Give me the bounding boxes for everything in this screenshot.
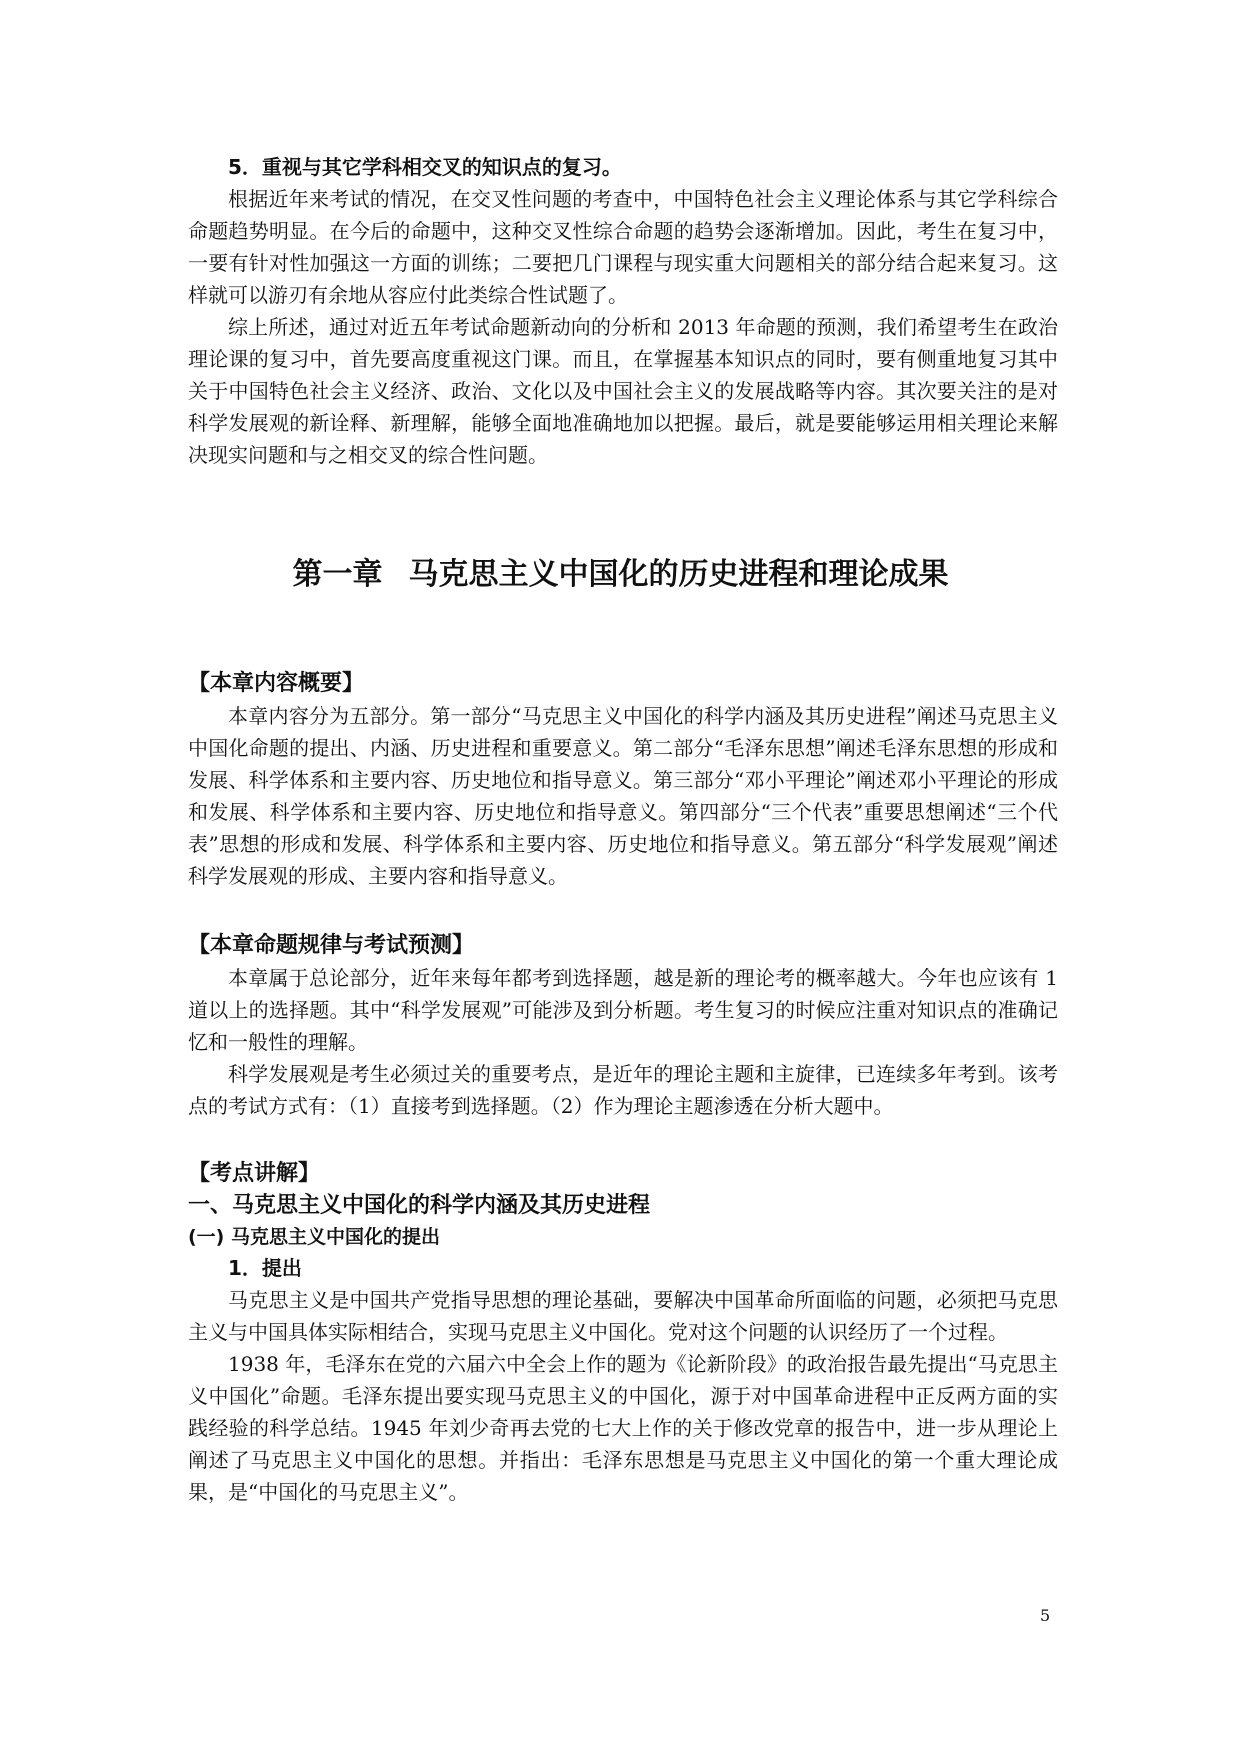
summary-heading: 【本章内容概要】 <box>188 671 365 696</box>
chapter-title <box>0 555 1241 595</box>
top-section <box>188 151 1058 471</box>
heading-level-3: (一) 马克思主义中国化的提出 <box>188 1226 440 1248</box>
paragraph: 1938 年，毛泽东在党的六届六中全会上作的题为《论新阶段》的政治报告最先提出“马克思主义中国化”命题。毛泽东提出要实现马克思主义的中国化，源于对中国革命进程中正反两方面的实践经验的科学总结。1945 年刘少奇再去党的七大上作的关于修改党章的报告中，进一步从理论上阐述了马克思主义中国化的思想。并指出：毛泽东思想是马克思主义中国化的第一个重大理论成果，是“中国化的马克思主义”。 <box>188 1352 1058 1504</box>
heading-level-2: 一、马克思主义中国化的科学内涵及其历史进程 <box>188 1193 651 1218</box>
paragraph: 本章内容分为五部分。第一部分“马克思主义中国化的科学内涵及其历史进程”阐述马克思主义中国化命题的提出、内涵、历史进程和重要意义。第二部分“毛泽东思想”阐述毛泽东思想的形成和发展、科学体系和主要内容、历史地位和指导意义。第三部分“邓小平理论”阐述邓小平理论的形成和发展、科学体系和主要内容、历史地位和指导意义。第四部分“三个代表”重要思想阐述“三个代表”思想的形成和发展、科学体系和主要内容、历史地位和指导意义。第五部分“科学发展观”阐述科学发展观的形成、主要内容和指导意义。 <box>188 704 1058 888</box>
page-number: 5 <box>1040 1606 1051 1625</box>
heading-level-4: 1．提出 <box>228 1256 302 1280</box>
paragraph: 根据近年来考试的情况，在交叉性问题的考查中，中国特色社会主义理论体系与其它学科综合命题趋势明显。在今后的命题中，这种交叉性综合命题的趋势会逐渐增加。因此，考生在复习中，一要有针对性加强这一方面的训练；二要把几门课程与现实重大问题相关的部分结合起来复习。这样就可以游刃有余地从容应付此类综合性试题了。 <box>188 187 1058 307</box>
section-heading-5: 5．重视与其它学科相交叉的知识点的复习。 <box>228 155 622 179</box>
pattern-section <box>188 930 1058 1122</box>
explain-section <box>188 1158 1058 1508</box>
paragraph: 综上所述，通过对近五年考试命题新动向的分析和 2013 年命题的预测，我们希望考生在政治理论课的复习中，首先要高度重视这门课。而且，在掌握基本知识点的同时，要有侧重地复习其中关于中国特色社会主义经济、政治、文化以及中国社会主义的发展战略等内容。其次要关注的是对科学发展观的新诠释、新理解，能够全面地准确地加以把握。最后，就是要能够运用相关理论来解决现实问题和与之相交叉的综合性问题。 <box>188 315 1058 467</box>
summary-section <box>188 668 1058 892</box>
paragraph: 本章属于总论部分，近年来每年都考到选择题，越是新的理论考的概率越大。今年也应该有 1 道以上的选择题。其中“科学发展观”可能涉及到分析题。考生复习的时候应注重对知识点的准确记忆和一般性的理解。 <box>188 966 1058 1054</box>
paragraph: 马克思主义是中国共产党指导思想的理论基础，要解决中国革命所面临的问题，必须把马克思主义与中国具体实际相结合，实现马克思主义中国化。党对这个问题的认识经历了一个过程。 <box>188 1288 1058 1344</box>
pattern-heading: 【本章命题规律与考试预测】 <box>188 933 475 958</box>
chapter-name: 马克思主义中国化的历史进程和理论成果 <box>408 557 949 592</box>
explain-heading: 【考点讲解】 <box>188 1161 321 1186</box>
paragraph: 科学发展观是考生必须过关的重要考点，是近年的理论主题和主旋律，已连续多年考到。该考点的考试方式有：（1）直接考到选择题。（2）作为理论主题渗透在分析大题中。 <box>188 1062 1058 1118</box>
chapter-number: 第一章 <box>292 557 383 592</box>
